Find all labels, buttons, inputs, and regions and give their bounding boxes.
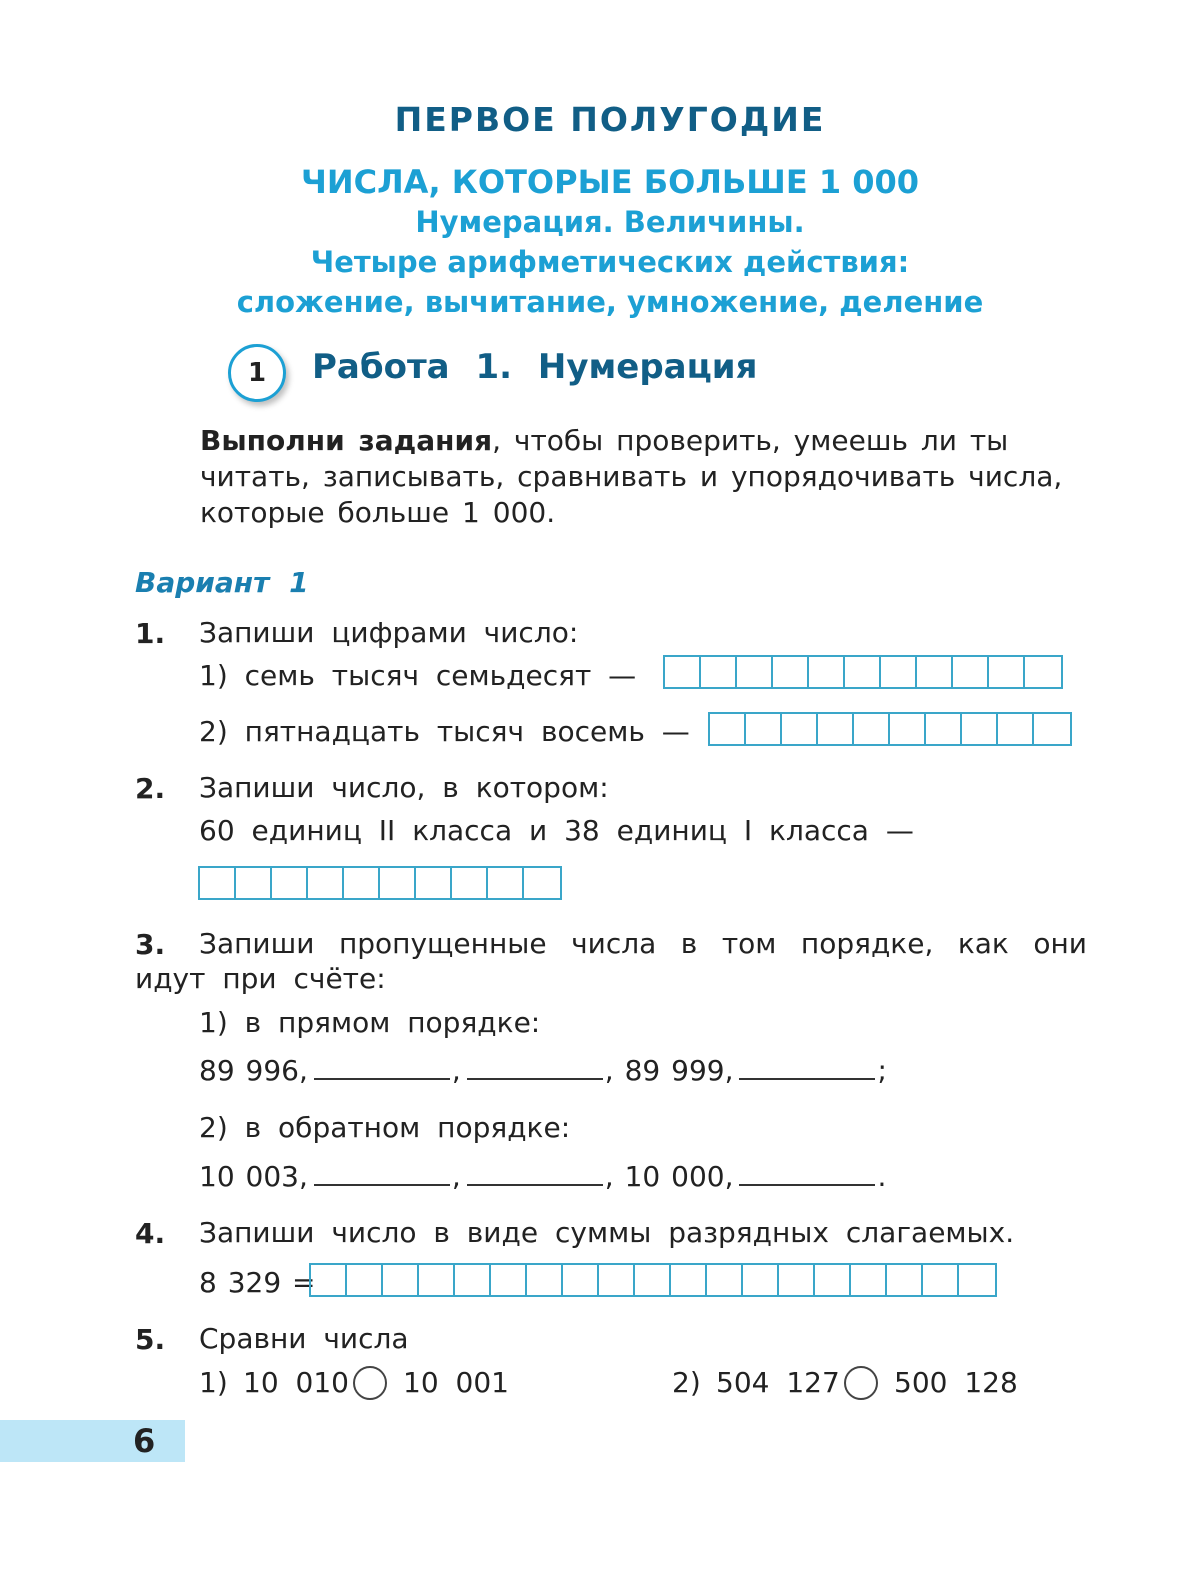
seq1-blank-1[interactable] (314, 1054, 450, 1080)
task-2-text: Запиши число, в котором: (199, 771, 609, 804)
seq2-comma-2: , (604, 1160, 614, 1193)
page-number-bar (0, 1420, 185, 1462)
topic-heading: ЧИСЛА, КОТОРЫЕ БОЛЬШЕ 1 000 (300, 163, 920, 201)
intro-paragraph (200, 423, 1090, 531)
seq1-first-number: 89 996, (199, 1054, 308, 1087)
work-title: Работа 1. Нумерация (312, 347, 758, 387)
seq2-blank-1[interactable] (314, 1160, 450, 1186)
seq2-first-number: 10 003, (199, 1160, 308, 1193)
task-3-text-2: идут при счёте: (135, 962, 386, 995)
semester-heading: ПЕРВОЕ ПОЛУГОДИЕ (394, 100, 826, 139)
task-4-number: 4. (135, 1217, 166, 1250)
work-number-badge: 1 (228, 344, 286, 402)
subtopic-line-2: Четыре арифметических действия: (310, 245, 910, 279)
intro-line2: читать, записывать, сравнивать и упорядочивать числа, (200, 460, 1063, 493)
task-4-answer-cells[interactable] (309, 1263, 997, 1297)
task-1-item-1: 1) семь тысяч семьдесят — (199, 659, 637, 692)
task-1-answer-2-cells[interactable] (708, 712, 1072, 746)
seq2-comma-1: , (451, 1160, 461, 1193)
seq1-comma-1: , (451, 1054, 461, 1087)
task-5-number: 5. (135, 1323, 166, 1356)
task-5-pair-2-left: 504 127 (716, 1366, 840, 1399)
subtopic-line-3: сложение, вычитание, умножение, деление (236, 285, 984, 319)
seq1-blank-3[interactable] (739, 1054, 875, 1080)
intro-line1: , чтобы проверить, умеешь ли ты (492, 424, 1009, 457)
task-3-item-1: 1) в прямом порядке: (199, 1006, 541, 1039)
task-5-pair-2-label: 2) (672, 1366, 701, 1399)
seq2-blank-2[interactable] (467, 1160, 603, 1186)
intro-bold: Выполни задания (200, 424, 493, 457)
seq2-end: . (877, 1160, 887, 1193)
task-2-number: 2. (135, 772, 166, 805)
task-3-number: 3. (135, 928, 166, 961)
task-3-text: Запиши пропущенные числа в том порядке, как они (199, 927, 1087, 960)
task-3-item-2: 2) в обратном порядке: (199, 1111, 571, 1144)
task-1-text: Запиши цифрами число: (199, 616, 579, 649)
task-5-pair-1-compare-circle[interactable] (353, 1366, 387, 1400)
task-5-pair-2-compare-circle[interactable] (844, 1366, 878, 1400)
variant-label: Вариант 1 (135, 566, 309, 599)
subtopic-line-1: Нумерация. Величины. (415, 205, 805, 239)
task-2-answer-cells[interactable] (198, 866, 562, 900)
task-1-item-2: 2) пятнадцать тысяч восемь — (199, 715, 690, 748)
seq1-end: ; (877, 1054, 887, 1087)
task-4-expression: 8 329 = (199, 1266, 316, 1299)
task-2-line: 60 единиц II класса и 38 единиц I класса — (199, 814, 914, 847)
task-1-number: 1. (135, 617, 166, 650)
task-5-pair-1-right: 10 001 (403, 1366, 509, 1399)
seq1-blank-2[interactable] (467, 1054, 603, 1080)
seq2-blank-3[interactable] (739, 1160, 875, 1186)
intro-line3: которые больше 1 000. (200, 496, 556, 529)
seq2-second-number: 10 000, (624, 1160, 734, 1193)
task-4-text: Запиши число в виде суммы разрядных слагаемых. (199, 1216, 1015, 1249)
task-5-pair-1-left: 10 010 (243, 1366, 349, 1399)
task-5-pair-2-right: 500 128 (894, 1366, 1018, 1399)
seq1-second-number: 89 999, (624, 1054, 734, 1087)
task-1-answer-1-cells[interactable] (663, 655, 1063, 689)
task-5-pair-1-label: 1) (199, 1366, 228, 1399)
task-3-sequence-2 (199, 1160, 886, 1193)
task-3-sequence-1 (199, 1054, 887, 1087)
page-number: 6 (133, 1422, 156, 1460)
task-5-text: Сравни числа (199, 1322, 409, 1355)
seq1-comma-2: , (604, 1054, 614, 1087)
